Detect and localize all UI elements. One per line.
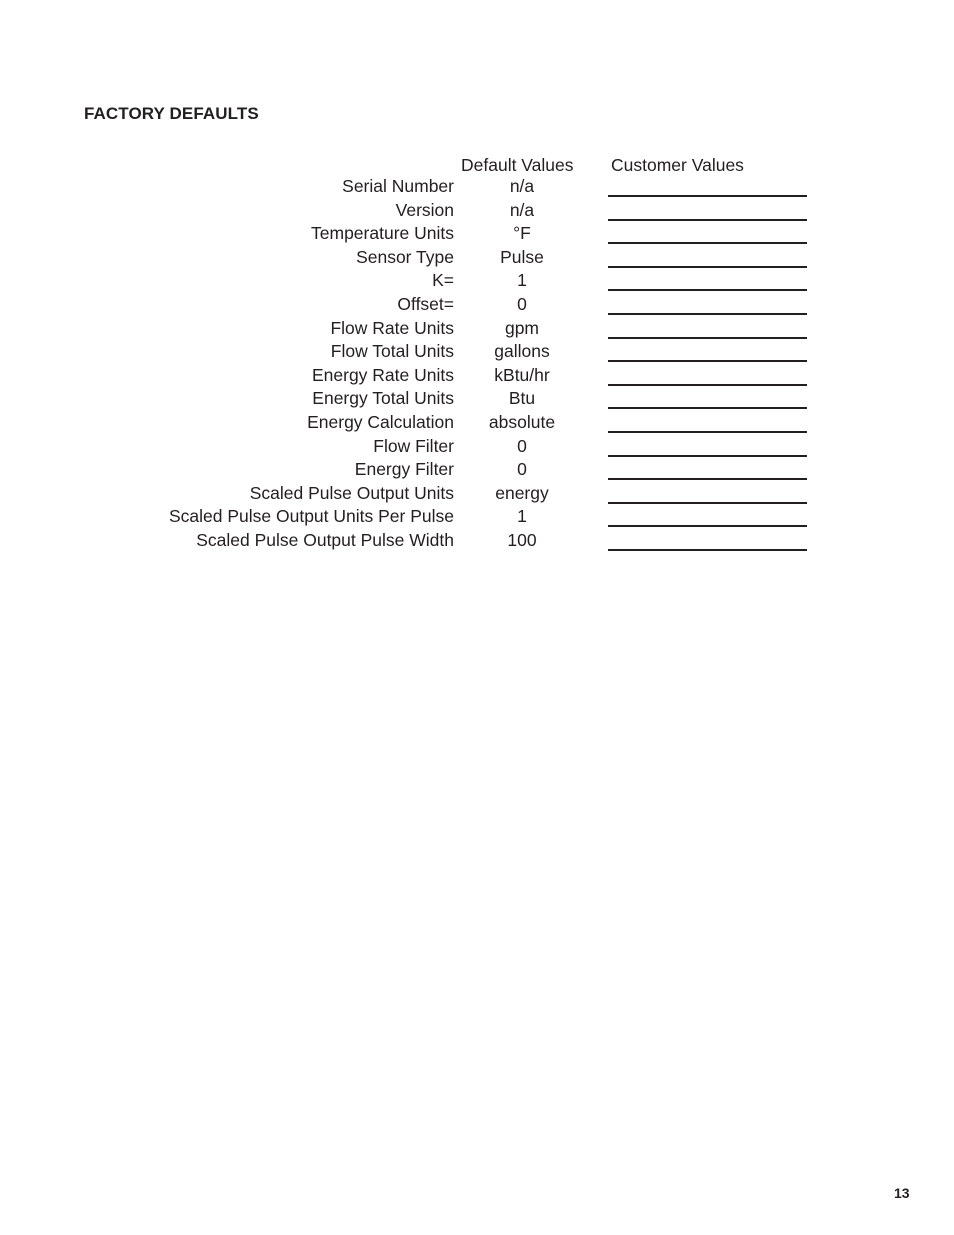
customer-value-blank-line	[608, 407, 807, 409]
setting-label: Energy Rate Units	[311, 364, 454, 385]
customer-value-blank-line	[608, 313, 807, 315]
table-row	[0, 175, 954, 199]
default-value: n/a	[509, 199, 535, 220]
customer-value-blank-line	[608, 455, 807, 457]
customer-value-blank-line	[608, 219, 807, 221]
default-value: n/a	[509, 176, 535, 196]
setting-label: Serial Number	[342, 176, 454, 196]
default-values-header: Default Values	[461, 155, 574, 175]
customer-value-blank-line	[608, 384, 807, 386]
customer-value-blank-line	[608, 478, 807, 480]
table-row	[0, 529, 954, 553]
setting-label: Energy Total Units	[312, 388, 454, 409]
customer-value-blank-line	[608, 195, 807, 197]
setting-label: Version	[395, 199, 454, 220]
table-row	[0, 269, 954, 293]
default-value: 1	[517, 506, 527, 527]
table-row	[0, 482, 954, 506]
default-value: Pulse	[500, 246, 544, 267]
setting-label: Temperature Units	[311, 223, 454, 244]
setting-label: Flow Filter	[373, 435, 454, 456]
table-row	[0, 411, 954, 435]
setting-label: Sensor Type	[356, 246, 454, 267]
default-value: 0	[517, 293, 527, 314]
setting-label: Offset=	[397, 293, 454, 314]
default-value: Btu	[508, 388, 536, 409]
customer-value-blank-line	[608, 431, 807, 433]
customer-value-blank-line	[608, 266, 807, 268]
customer-value-blank-line	[608, 242, 807, 244]
setting-label: Scaled Pulse Output Units	[249, 482, 454, 503]
setting-label: Scaled Pulse Output Units Per Pulse	[168, 506, 454, 527]
setting-label: Energy Calculation	[307, 411, 454, 432]
table-row	[0, 222, 954, 246]
customer-value-blank-line	[608, 360, 807, 362]
factory-defaults-table	[0, 175, 954, 553]
setting-label: Scaled Pulse Output Pulse Width	[196, 529, 454, 550]
default-value: kBtu/hr	[494, 364, 550, 385]
default-value: gpm	[504, 317, 540, 338]
setting-label: Energy Filter	[354, 459, 454, 480]
setting-label: Flow Rate Units	[330, 317, 454, 338]
customer-values-header: Customer Values	[611, 155, 744, 175]
default-value: 0	[517, 459, 527, 480]
table-row	[0, 199, 954, 223]
default-value: 0	[517, 435, 527, 456]
default-value: °F	[513, 223, 531, 244]
table-row	[0, 246, 954, 270]
setting-label: Flow Total Units	[330, 341, 454, 362]
customer-value-blank-line	[608, 549, 807, 551]
page-title: FACTORY DEFAULTS	[84, 104, 259, 123]
customer-value-blank-line	[608, 337, 807, 339]
table-row	[0, 505, 954, 529]
customer-value-blank-line	[608, 289, 807, 291]
default-value: gallons	[494, 341, 550, 362]
default-value: 1	[517, 270, 527, 291]
table-row	[0, 340, 954, 364]
customer-value-blank-line	[608, 525, 807, 527]
table-row	[0, 317, 954, 341]
table-row	[0, 458, 954, 482]
table-row	[0, 293, 954, 317]
setting-label: K=	[432, 270, 454, 291]
page-number: 13	[894, 1185, 910, 1201]
table-row	[0, 364, 954, 388]
table-row	[0, 435, 954, 459]
default-value: 100	[507, 529, 537, 550]
table-row	[0, 387, 954, 411]
default-value: energy	[495, 482, 549, 503]
customer-value-blank-line	[608, 502, 807, 504]
default-value: absolute	[488, 411, 556, 432]
